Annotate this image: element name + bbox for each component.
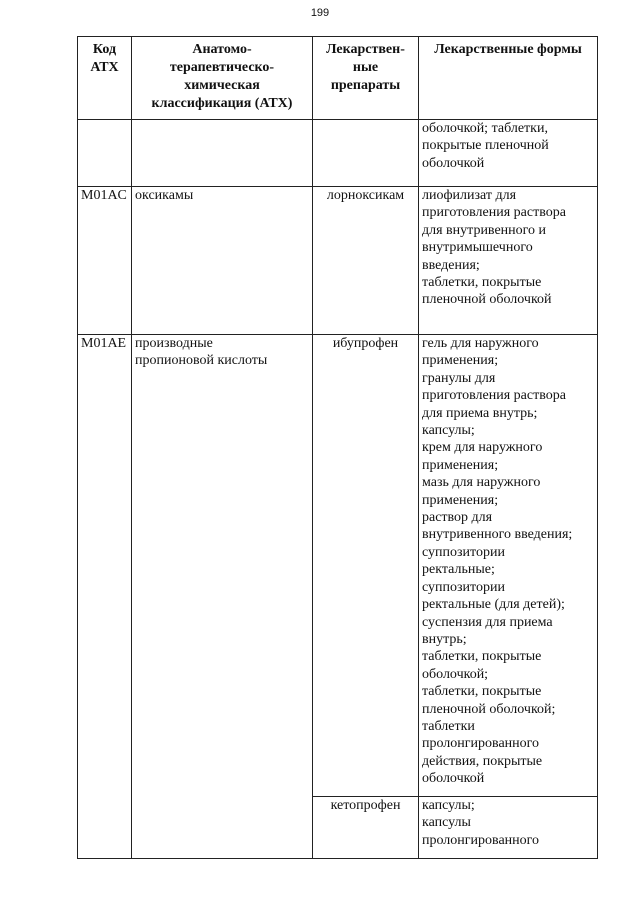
- cell-drug: лорноксикам: [313, 187, 419, 335]
- cell-forms: гель для наружного применения; гранулы для приготовления раствора для приема внутрь; капсулы; крем для наружного применения; мазь для наружного применения; раствор для внутривенного введения; суппозитории ректальные; суппозитории ректальные (для детей); суспензия для приема внутрь; таблетки, покрытые оболочкой; таблетки, покрытые пленочной оболочкой; таблетки пролонгированного действия, покрытые оболочкой: [419, 335, 598, 797]
- cell-classification: производные пропионовой кислоты: [132, 335, 313, 859]
- page-number: 199: [310, 7, 330, 19]
- table-row: [78, 187, 598, 335]
- cell-drug: [313, 120, 419, 187]
- cell-forms: лиофилизат для приготовления раствора для внутривенного и внутримышечного введения; таблетки, покрытые пленочной оболочкой: [419, 187, 598, 335]
- atx-table: [77, 36, 598, 859]
- cell-drug: кетопрофен: [313, 797, 419, 859]
- header-forms: Лекарственные формы: [419, 37, 598, 120]
- table-header-row: [78, 37, 598, 120]
- header-code: Код АТХ: [78, 37, 132, 120]
- cell-code: M01AE: [78, 335, 132, 859]
- cell-code: M01AC: [78, 187, 132, 335]
- cell-classification: [132, 120, 313, 187]
- cell-forms: капсулы; капсулы пролонгированного: [419, 797, 598, 859]
- cell-forms: оболочкой; таблетки, покрытые пленочной оболочкой: [419, 120, 598, 187]
- table-row: [78, 335, 598, 797]
- cell-drug: ибупрофен: [313, 335, 419, 797]
- header-classification: Анатомо- терапевтическо- химическая классификация (АТХ): [132, 37, 313, 120]
- table-row: [78, 120, 598, 187]
- cell-code: [78, 120, 132, 187]
- cell-classification: оксикамы: [132, 187, 313, 335]
- header-drugs: Лекарствен- ные препараты: [313, 37, 419, 120]
